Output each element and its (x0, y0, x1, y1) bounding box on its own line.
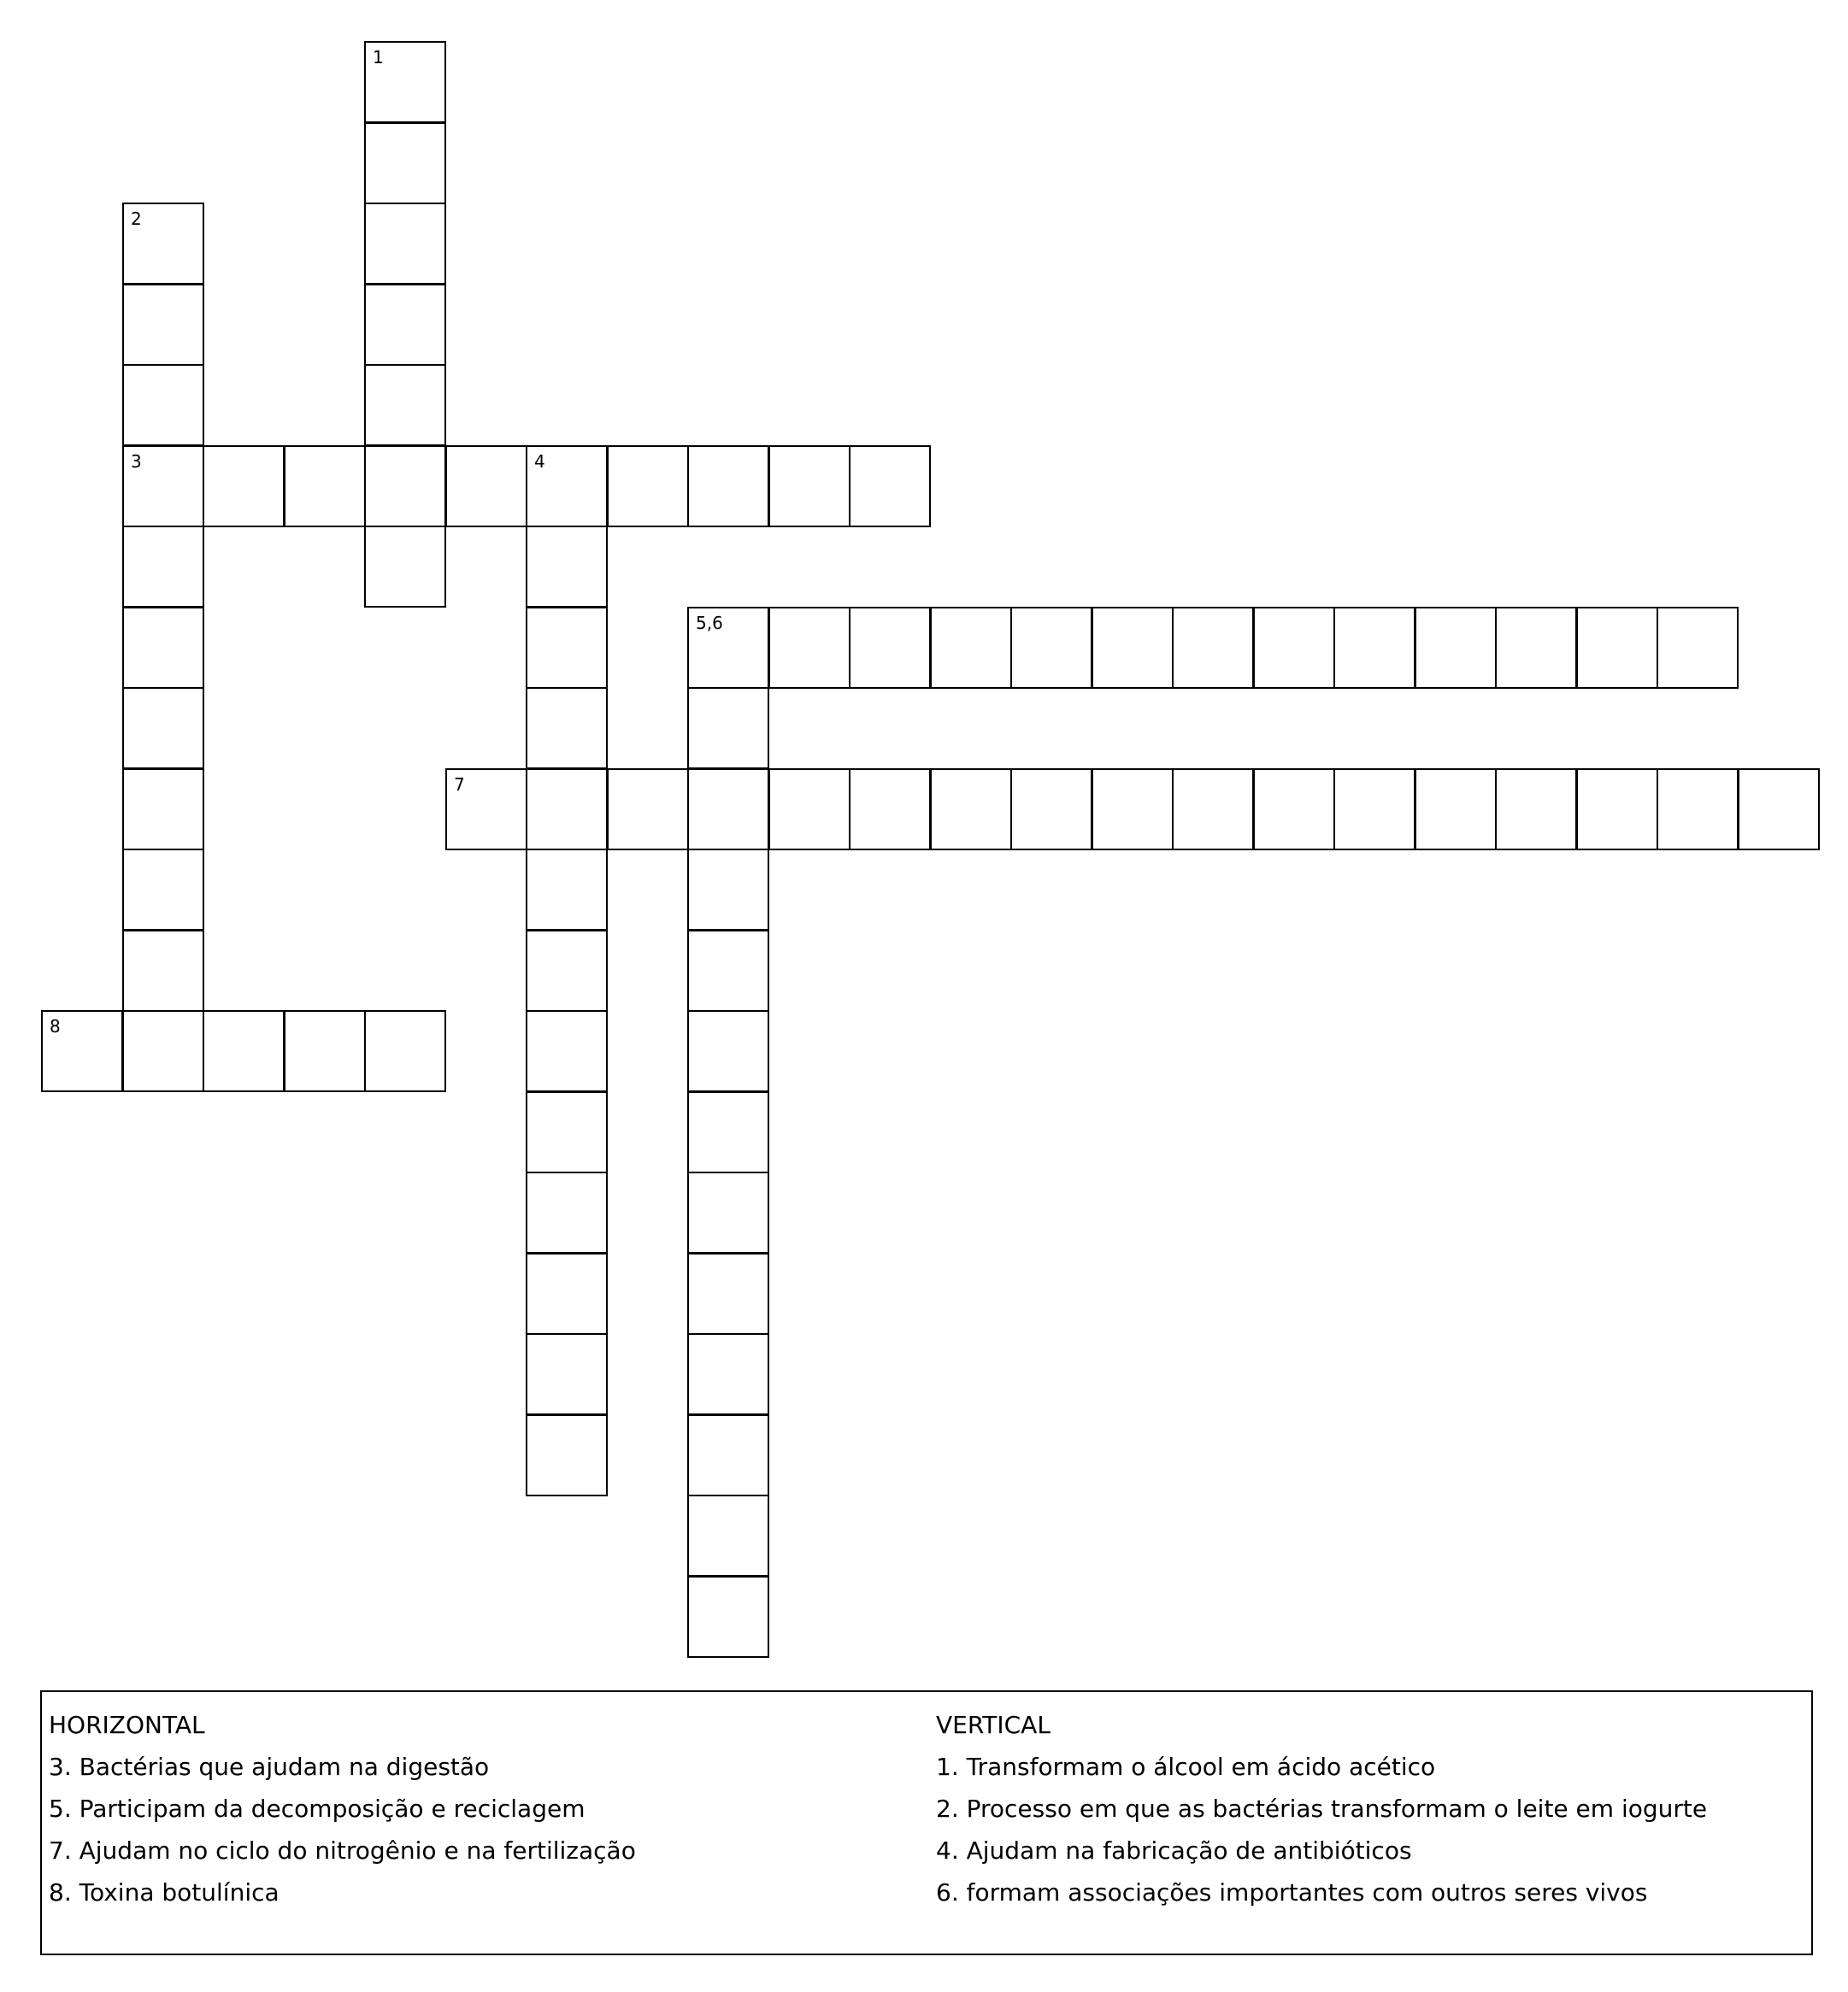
crossword-cell[interactable] (203, 445, 285, 527)
crossword-cell[interactable] (1495, 768, 1577, 850)
crossword-cell[interactable] (122, 1010, 204, 1092)
crossword-cell[interactable] (526, 607, 608, 689)
crossword-cell[interactable] (122, 526, 204, 608)
crossword-cell[interactable] (364, 1010, 446, 1092)
crossword-cell[interactable] (1172, 607, 1254, 689)
crossword-cell[interactable] (1092, 607, 1174, 689)
crossword-cell[interactable] (1172, 768, 1254, 850)
crossword-cell[interactable] (1010, 768, 1092, 850)
clue-vertical-6: 6. formam associações importantes com outros seres vivos (936, 1878, 1648, 1907)
clue-number: 8 (50, 1016, 61, 1037)
crossword-cell[interactable] (526, 1010, 608, 1092)
crossword-cell[interactable] (1333, 607, 1415, 689)
clue-horizontal-7: 7. Ajudam no ciclo do nitrogênio e na fertilização (49, 1836, 636, 1865)
crossword-cell[interactable] (1415, 607, 1497, 689)
crossword-cell[interactable] (526, 687, 608, 769)
crossword-cell[interactable] (930, 607, 1012, 689)
crossword-cell[interactable] (849, 768, 931, 850)
crossword-cell[interactable] (687, 930, 769, 1012)
crossword-cell[interactable] (445, 445, 527, 527)
crossword-cell[interactable] (607, 445, 689, 527)
crossword-cell[interactable] (1657, 607, 1739, 689)
crossword-cell[interactable] (687, 1576, 769, 1658)
crossword-cell[interactable] (122, 203, 204, 285)
crossword-cell[interactable] (1333, 768, 1415, 850)
crossword-cell[interactable] (122, 364, 204, 446)
crossword-cell[interactable] (364, 364, 446, 446)
crossword-cell[interactable] (1253, 607, 1335, 689)
crossword-cell[interactable] (1495, 607, 1577, 689)
crossword-cell[interactable] (526, 1333, 608, 1415)
crossword-cell[interactable] (1657, 768, 1739, 850)
crossword-cell[interactable] (930, 768, 1012, 850)
crossword-cell[interactable] (284, 445, 366, 527)
crossword-cell[interactable] (526, 526, 608, 608)
clue-number: 4 (534, 451, 545, 472)
crossword-cell[interactable] (526, 768, 608, 850)
crossword-cell[interactable] (687, 1091, 769, 1173)
crossword-cell[interactable] (41, 1010, 123, 1092)
crossword-cell[interactable] (1253, 768, 1335, 850)
crossword-cell[interactable] (284, 1010, 366, 1092)
crossword-cell[interactable] (687, 687, 769, 769)
crossword-cell[interactable] (364, 526, 446, 608)
vertical-heading: VERTICAL (936, 1711, 1051, 1739)
crossword-cell[interactable] (203, 1010, 285, 1092)
clue-vertical-4: 4. Ajudam na fabricação de antibióticos (936, 1836, 1412, 1865)
crossword-cell[interactable] (364, 122, 446, 204)
clue-number: 7 (454, 774, 465, 795)
crossword-cell[interactable] (768, 445, 850, 527)
crossword-cell[interactable] (526, 445, 608, 527)
crossword-cell[interactable] (687, 1253, 769, 1335)
crossword-cell[interactable] (526, 1253, 608, 1335)
crossword-cell[interactable] (768, 607, 850, 689)
crossword-cell[interactable] (364, 445, 446, 527)
crossword-cell[interactable] (526, 1091, 608, 1173)
clues-box (40, 1690, 1813, 1955)
crossword-cell[interactable] (122, 768, 204, 850)
crossword-cell[interactable] (364, 203, 446, 285)
crossword-cell[interactable] (687, 849, 769, 931)
crossword-cell[interactable] (849, 607, 931, 689)
crossword-cell[interactable] (687, 1414, 769, 1496)
vertical-clues-column (936, 1704, 1707, 1913)
clue-number: 1 (373, 47, 384, 68)
crossword-cell[interactable] (687, 1333, 769, 1415)
crossword-cell[interactable] (122, 849, 204, 931)
crossword-cell[interactable] (526, 930, 608, 1012)
crossword-cell[interactable] (526, 849, 608, 931)
horizontal-clues-column (49, 1704, 636, 1913)
clue-horizontal-8: 8. Toxina botulínica (49, 1878, 280, 1907)
crossword-cell[interactable] (1092, 768, 1174, 850)
crossword-cell[interactable] (122, 930, 204, 1012)
crossword-cell[interactable] (849, 445, 931, 527)
crossword-cell[interactable] (122, 687, 204, 769)
crossword-cell[interactable] (122, 445, 204, 527)
crossword-cell[interactable] (687, 768, 769, 850)
crossword-cell[interactable] (122, 284, 204, 366)
crossword-cell[interactable] (607, 768, 689, 850)
crossword-cell[interactable] (687, 1495, 769, 1577)
clue-number: 2 (131, 209, 142, 229)
clue-number: 3 (131, 451, 142, 472)
horizontal-heading: HORIZONTAL (49, 1711, 205, 1739)
crossword-cell[interactable] (364, 41, 446, 123)
clue-vertical-2: 2. Processo em que as bactérias transformam o leite em iogurte (936, 1795, 1708, 1823)
crossword-cell[interactable] (526, 1172, 608, 1254)
crossword-cell[interactable] (687, 1010, 769, 1092)
clue-horizontal-5: 5. Participam da decomposição e reciclagem (49, 1795, 586, 1823)
clue-vertical-1: 1. Transformam o álcool em ácido acético (936, 1753, 1436, 1781)
clue-number: 5,6 (696, 613, 723, 633)
crossword-cell[interactable] (526, 1414, 608, 1496)
crossword-cell[interactable] (687, 607, 769, 689)
crossword-cell[interactable] (1576, 768, 1658, 850)
crossword-cell[interactable] (1010, 607, 1092, 689)
crossword-cell[interactable] (687, 1172, 769, 1254)
crossword-cell[interactable] (445, 768, 527, 850)
crossword-cell[interactable] (687, 445, 769, 527)
crossword-cell[interactable] (1415, 768, 1497, 850)
crossword-cell[interactable] (364, 284, 446, 366)
crossword-cell[interactable] (122, 607, 204, 689)
crossword-cell[interactable] (1738, 768, 1820, 850)
crossword-cell[interactable] (1576, 607, 1658, 689)
crossword-cell[interactable] (768, 768, 850, 850)
clue-horizontal-3: 3. Bactérias que ajudam na digestão (49, 1753, 490, 1781)
